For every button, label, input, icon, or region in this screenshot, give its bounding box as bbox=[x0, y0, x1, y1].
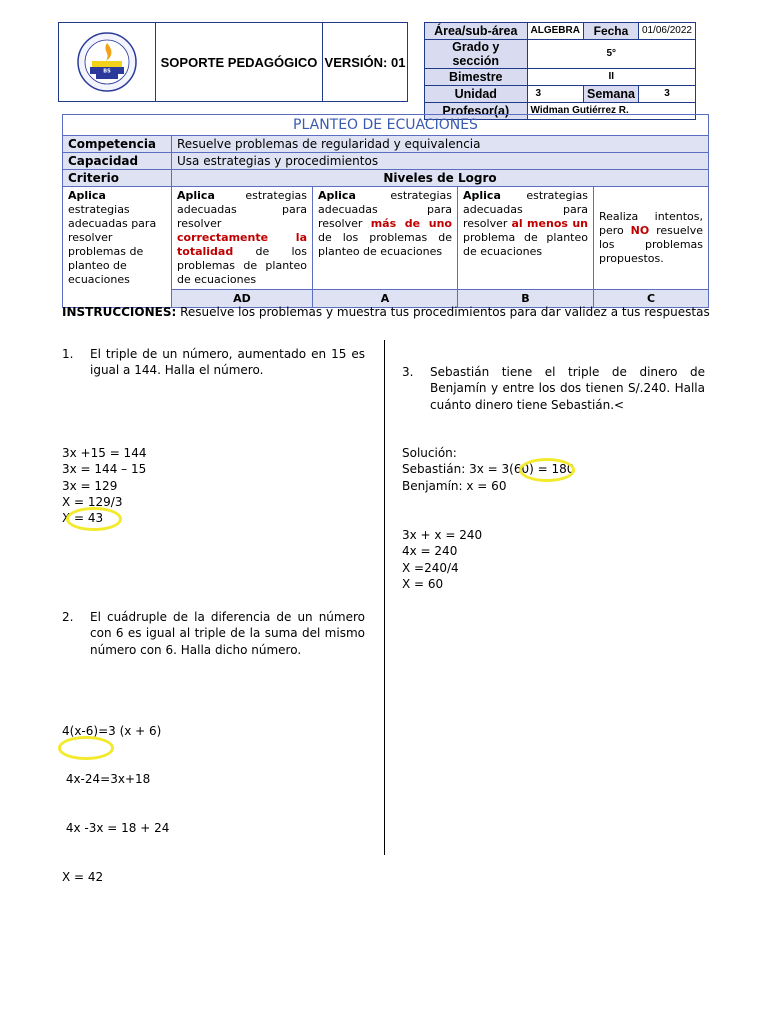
criterio-bold: Aplica bbox=[68, 189, 106, 202]
level-ad-desc bbox=[172, 187, 313, 290]
grado-value: 5° bbox=[527, 40, 695, 69]
solution-label: Solución: bbox=[402, 446, 457, 460]
answer-highlight-circle bbox=[519, 458, 575, 482]
criterio-rest: estrategias adecuadas para resolver problemas de planteo de ecuaciones bbox=[68, 203, 157, 286]
instructions-text: Resuelve los problemas y muestra tus procedimientos para dar validez a tus respuestas bbox=[176, 305, 710, 319]
version-label: VERSIÓN: 01 bbox=[324, 54, 406, 70]
table-title: PLANTEO DE ECUACIONES bbox=[63, 115, 709, 136]
problem-2-step: 4x-24=3x+18 bbox=[62, 772, 151, 787]
problem-1-step: X = 129/3 bbox=[62, 494, 123, 509]
solution-line: Benjamín: x = 60 bbox=[402, 478, 507, 493]
logo-cell bbox=[59, 23, 156, 101]
competencia-label: Competencia bbox=[63, 136, 172, 153]
bimestre-label: Bimestre bbox=[425, 69, 528, 86]
level-ad-post: de los problemas de planteo de ecuaciones bbox=[177, 245, 307, 286]
solution-line: Sebastián: 3x = 3(60) = 180 bbox=[402, 462, 575, 477]
level-c-red: NO bbox=[630, 224, 650, 237]
answer-highlight-circle bbox=[58, 736, 114, 760]
problem-2-number: 2. bbox=[62, 610, 74, 624]
profesor-value: Widman Gutiérrez R. bbox=[527, 103, 695, 120]
level-ad-code: AD bbox=[172, 290, 313, 308]
level-c-post: resuelve los problemas propuestos. bbox=[599, 224, 703, 265]
problem-2-step: 4(x-6)=3 (x + 6) bbox=[62, 723, 162, 738]
problem-1-step: 3x = 144 – 15 bbox=[62, 462, 147, 477]
problem-3-step: 4x = 240 bbox=[402, 544, 458, 559]
level-ad-bold: Aplica bbox=[177, 189, 215, 202]
problem-3-number: 3. bbox=[402, 365, 414, 379]
problem-3-step: 3x + x = 240 bbox=[402, 528, 483, 542]
answer-highlight-circle bbox=[66, 507, 122, 531]
profesor-label: Profesor(a) bbox=[425, 103, 528, 120]
level-b-red: al menos un bbox=[511, 217, 588, 230]
svg-text:BS: BS bbox=[103, 68, 111, 75]
semana-label: Semana bbox=[583, 86, 638, 103]
problem-3-text: Sebastián tiene el triple de dinero de Benjamín y entre los dos tienen S/.240. Halla cuánto dinero tiene Sebastián.< bbox=[430, 365, 705, 412]
problem-2-answer: X = 42 bbox=[62, 870, 104, 885]
bimestre-value: II bbox=[527, 69, 695, 86]
problem-1-number: 1. bbox=[62, 347, 74, 361]
level-a-pre: estrategias adecuadas para resolver bbox=[318, 189, 452, 230]
problem-3-step: X =240/4 bbox=[402, 560, 459, 575]
column-divider bbox=[384, 340, 385, 855]
level-a-bold: Aplica bbox=[318, 189, 356, 202]
level-a-post: de los problemas de planteo de ecuaciones bbox=[318, 231, 452, 258]
capacidad-value: Usa estrategias y procedimientos bbox=[172, 153, 709, 170]
level-a-code: A bbox=[313, 290, 458, 308]
grado-label: Grado y sección bbox=[425, 40, 528, 69]
level-b-desc bbox=[458, 187, 594, 290]
level-a-red: más de uno bbox=[370, 217, 452, 230]
header-info bbox=[424, 22, 696, 118]
competency-table bbox=[62, 114, 709, 308]
header-left-box bbox=[58, 22, 408, 102]
niveles-label: Niveles de Logro bbox=[172, 170, 709, 187]
problem-2-steps bbox=[62, 690, 169, 902]
fecha-value: 01/06/2022 bbox=[638, 23, 695, 40]
problem-1-step: 3x = 129 bbox=[62, 478, 118, 493]
level-c-code: C bbox=[594, 290, 709, 308]
criterio-text bbox=[63, 187, 172, 308]
level-a-desc bbox=[313, 187, 458, 290]
school-logo bbox=[76, 31, 138, 93]
capacidad-label: Capacidad bbox=[63, 153, 172, 170]
level-c-desc bbox=[594, 187, 709, 290]
unidad-value: 3 bbox=[527, 86, 583, 103]
competencia-value: Resuelve problemas de regularidad y equivalencia bbox=[172, 136, 709, 153]
problem-3-step: X = 60 bbox=[402, 576, 444, 591]
fecha-label: Fecha bbox=[583, 23, 638, 40]
level-b-pre: estrategias adecuadas para resolver bbox=[463, 189, 588, 230]
unidad-label: Unidad bbox=[425, 86, 528, 103]
level-b-code: B bbox=[458, 290, 594, 308]
problem-2-text: El cuádruple de la diferencia de un número con 6 es igual al triple de la suma del mismo número con 6. Halla dicho número. bbox=[90, 610, 365, 657]
instructions-label: INSTRUCCIONES: bbox=[62, 305, 177, 319]
level-ad-red: correctamente la totalidad bbox=[177, 231, 307, 258]
level-b-bold: Aplica bbox=[463, 189, 501, 202]
level-ad-pre: estrategias adecuadas para resolver bbox=[177, 189, 307, 230]
soporte-title: SOPORTE PEDAGÓGICO bbox=[156, 23, 323, 101]
area-value: ALGEBRA bbox=[527, 23, 583, 40]
semana-value: 3 bbox=[638, 86, 695, 103]
area-label: Área/sub-área bbox=[425, 23, 528, 40]
info-table bbox=[424, 22, 696, 120]
problem-1-step: 3x +15 = 144 bbox=[62, 446, 147, 460]
problem-2-step: 4x -3x = 18 + 24 bbox=[62, 821, 170, 836]
criterio-label: Criterio bbox=[63, 170, 172, 187]
problem-3-steps bbox=[402, 527, 482, 592]
instructions bbox=[62, 305, 722, 319]
level-c-pre: Realiza intentos, pero bbox=[599, 210, 703, 237]
level-b-post: problema de planteo de ecuaciones bbox=[463, 231, 588, 258]
problem-1-text: El triple de un número, aumentado en 15 es igual a 144. Halla el número. bbox=[90, 347, 365, 378]
problem-1-answer: X = 43 bbox=[62, 511, 104, 526]
